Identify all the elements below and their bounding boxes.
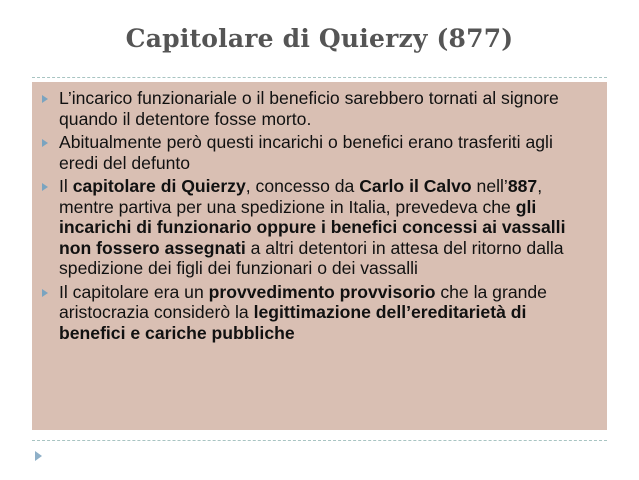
triangle-right-icon: [42, 95, 48, 103]
bullet-text: Il: [59, 176, 73, 196]
bullet-text: nell’: [471, 176, 508, 196]
bullet-item-1: [40, 88, 593, 129]
triangle-right-icon: [42, 183, 48, 191]
triangle-right-icon: [42, 139, 48, 147]
bullet-list: [40, 88, 593, 343]
bullet-item-3: [40, 176, 593, 279]
bullet-text-bold: gli incarichi di funzionario oppure i benefici concessi ai vassalli non fossero assegnati: [59, 196, 566, 258]
bullet-text-bold: Carlo il Calvo: [359, 176, 472, 196]
triangle-right-icon: [42, 289, 48, 297]
bullet-text: , concesso da: [245, 176, 360, 196]
top-divider: [32, 77, 607, 78]
bullet-item-2: [40, 132, 593, 173]
bullet-text: Il capitolare era un: [59, 281, 209, 302]
bullet-text: che la grande aristocrazia considerò la: [59, 281, 547, 322]
bottom-divider: [32, 440, 607, 441]
bullet-text: , mentre partiva per una spedizione in Italia, prevedeva che: [59, 176, 543, 217]
bullet-item-4: [40, 282, 593, 344]
bullet-text-bold: 887: [507, 176, 538, 196]
bullet-text-bold: legittimazione dell’ereditarietà di benefici e cariche pubbliche: [59, 302, 527, 343]
triangle-right-icon: [35, 451, 42, 461]
bullet-text: L’incarico funzionariale o il beneficio sarebbero tornati al signore quando il detentore fosse morto.: [59, 88, 559, 129]
bullet-text-bold: provvedimento provvisorio: [208, 281, 436, 302]
content-box: [32, 82, 607, 430]
bullet-text: a altri detentori in attesa del ritorno dalla spedizione dei figli dei funzionari o dei vassalli: [59, 237, 564, 278]
slide-title: Capitolare di Quierzy (877): [125, 24, 514, 53]
bullet-text: Abitualmente però questi incarichi o benefici erano trasferiti agli eredi del defunto: [59, 132, 553, 173]
bullet-text-bold: capitolare di Quierzy: [72, 176, 246, 196]
